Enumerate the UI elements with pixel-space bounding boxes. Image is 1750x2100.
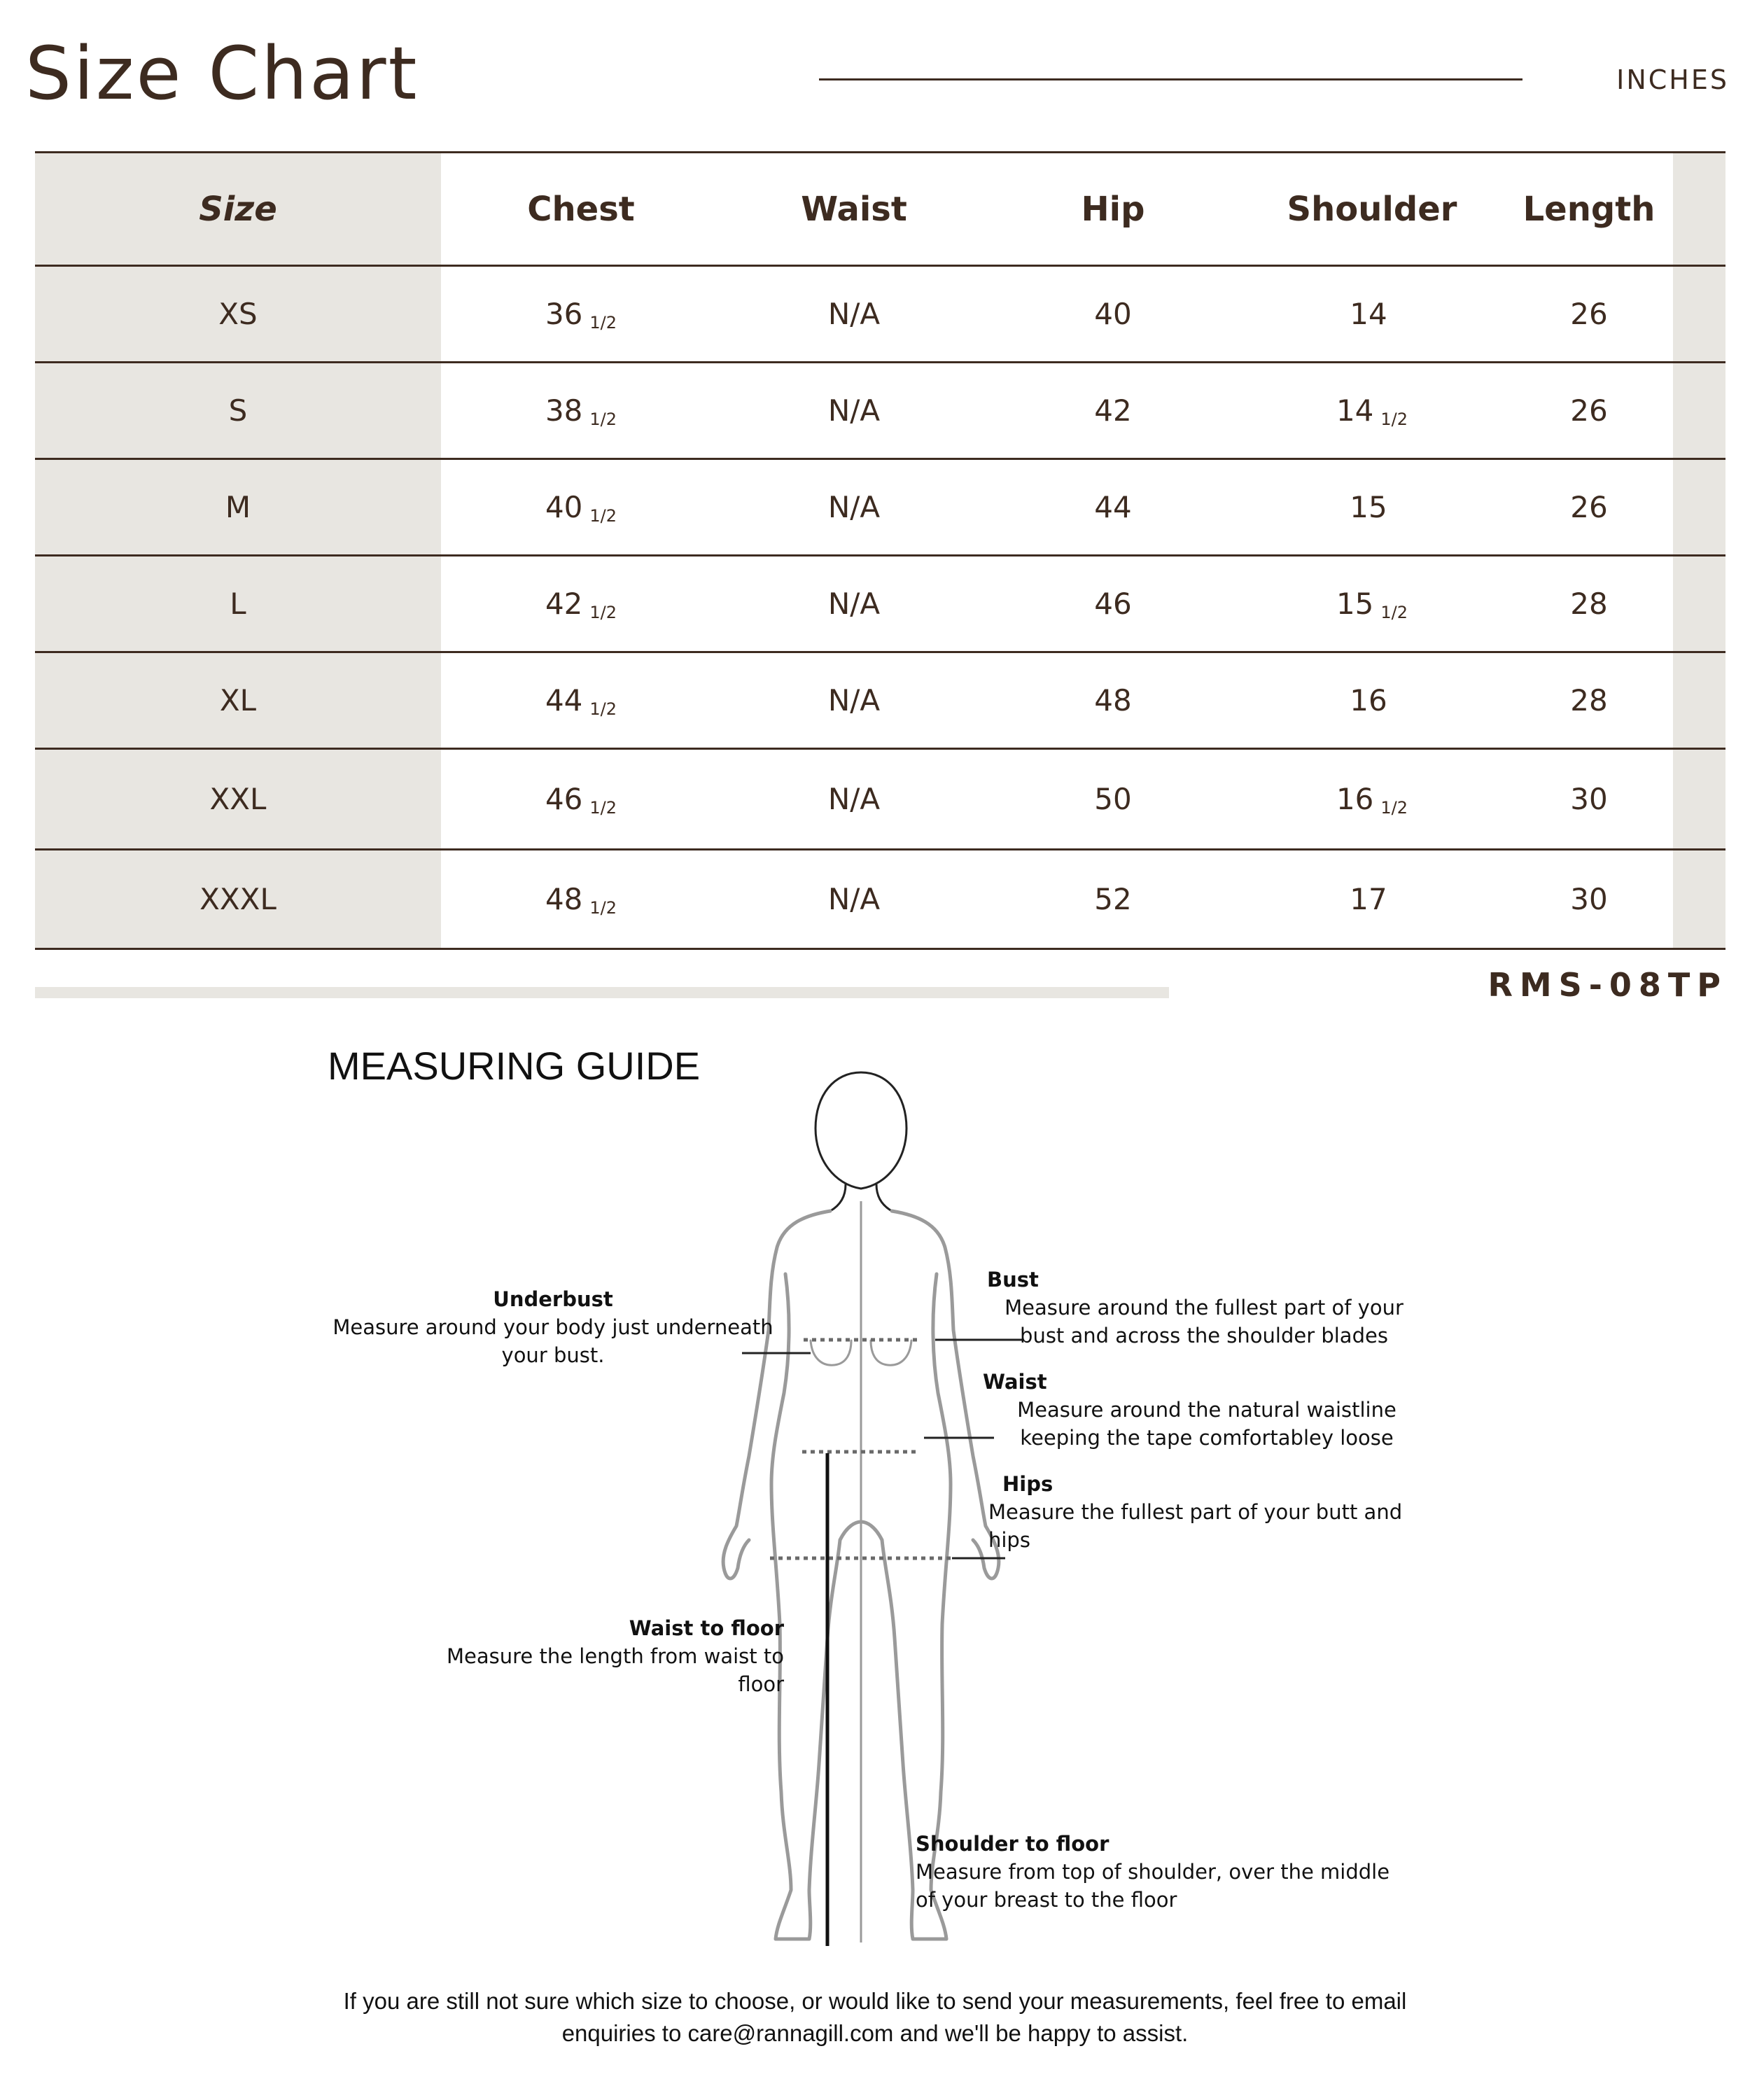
- units-label: INCHES: [1616, 64, 1729, 95]
- chest-value: 42: [545, 587, 583, 621]
- shoulder-cell: [1239, 363, 1505, 458]
- waist-cell: N/A: [827, 297, 881, 331]
- table-row: [35, 651, 1726, 748]
- table-header-row: [35, 151, 1726, 265]
- underbust-text: Measure around your body just underneath your bust.: [332, 1315, 774, 1367]
- chest-value: 48: [545, 882, 583, 916]
- table-row: [35, 848, 1726, 950]
- waist-cell: N/A: [827, 393, 881, 428]
- size-cell: S: [228, 393, 248, 428]
- shoulder-cell: [1239, 460, 1505, 554]
- shoulder-fraction: 1/2: [1380, 797, 1408, 818]
- shoulder-fraction: 1/2: [1380, 602, 1408, 622]
- chest-fraction: 1/2: [589, 505, 617, 526]
- length-cell: 26: [1570, 297, 1608, 331]
- waist-cell: N/A: [827, 490, 881, 524]
- size-cell: XXL: [209, 782, 267, 816]
- header-chest: Chest: [527, 189, 635, 229]
- waist-to-floor-text: Measure the length from waist to floor: [447, 1644, 784, 1696]
- chest-value: 40: [545, 490, 583, 524]
- shoulder-value: 14: [1336, 393, 1374, 428]
- bust-annotation: [987, 1266, 1421, 1350]
- chest-fraction: 1/2: [589, 602, 617, 622]
- shoulder-cell: [1239, 653, 1505, 748]
- shoulder-cell: [1239, 850, 1505, 948]
- hip-cell: 48: [1094, 683, 1132, 718]
- waist-heading: Waist: [983, 1370, 1047, 1394]
- waist-cell: N/A: [827, 587, 881, 621]
- size-cell: L: [230, 587, 246, 621]
- section-divider-bar: [35, 987, 1169, 998]
- shoulder-value: 17: [1350, 882, 1387, 916]
- chest-cell: [441, 460, 721, 554]
- shoulder-to-floor-heading: Shoulder to floor: [916, 1832, 1110, 1856]
- length-cell: 26: [1570, 393, 1608, 428]
- header-shoulder: Shoulder: [1287, 189, 1457, 229]
- chest-cell: [441, 653, 721, 748]
- length-cell: 26: [1570, 490, 1608, 524]
- shoulder-cell: [1239, 750, 1505, 848]
- hip-cell: 50: [1094, 782, 1132, 816]
- shoulder-to-floor-annotation: [916, 1830, 1406, 1914]
- shoulder-value: 15: [1350, 490, 1387, 524]
- waist-to-floor-annotation: [413, 1614, 784, 1698]
- chest-fraction: 1/2: [589, 312, 617, 332]
- size-cell: M: [225, 490, 251, 524]
- shoulder-cell: [1239, 267, 1505, 361]
- bust-text: Measure around the fullest part of your bust and across the shoulder blades: [1004, 1296, 1404, 1348]
- footer-line-1: If you are still not sure which size to choose, or would like to send your measurements, feel free to email: [343, 1988, 1407, 2014]
- table-row: [35, 554, 1726, 651]
- length-cell: 28: [1570, 587, 1608, 621]
- table-row: [35, 361, 1726, 458]
- chest-value: 36: [545, 297, 583, 331]
- chest-fraction: 1/2: [589, 797, 617, 818]
- underbust-heading: Underbust: [493, 1287, 613, 1311]
- chest-value: 38: [545, 393, 583, 428]
- size-cell: XS: [218, 297, 258, 331]
- page-title: Size Chart: [25, 31, 419, 116]
- size-cell: XXXL: [200, 882, 276, 916]
- length-cell: 30: [1570, 782, 1608, 816]
- shoulder-value: 16: [1350, 683, 1387, 718]
- hips-heading: Hips: [1002, 1472, 1054, 1496]
- hips-text: Measure the fullest part of your butt and hips: [988, 1500, 1403, 1552]
- shoulder-value: 15: [1336, 587, 1374, 621]
- waist-cell: N/A: [827, 782, 881, 816]
- table-row: [35, 265, 1726, 361]
- underbust-annotation: [329, 1285, 777, 1369]
- length-cell: 28: [1570, 683, 1608, 718]
- chest-value: 46: [545, 782, 583, 816]
- shoulder-value: 16: [1336, 782, 1374, 816]
- waist-cell: N/A: [827, 882, 881, 916]
- table-row: [35, 748, 1726, 848]
- length-cell: 30: [1570, 882, 1608, 916]
- chest-cell: [441, 267, 721, 361]
- chest-cell: [441, 363, 721, 458]
- shoulder-value: 14: [1350, 297, 1387, 331]
- hips-annotation: [988, 1470, 1436, 1554]
- shoulder-cell: [1239, 556, 1505, 651]
- measuring-guide-title: MEASURING GUIDE: [328, 1044, 701, 1088]
- chest-value: 44: [545, 683, 583, 718]
- table-row: [35, 458, 1726, 554]
- bust-heading: Bust: [987, 1268, 1039, 1292]
- waist-to-floor-heading: Waist to floor: [629, 1616, 784, 1640]
- size-cell: XL: [219, 683, 257, 718]
- shoulder-to-floor-text: Measure from top of shoulder, over the middle of your breast to the floor: [916, 1860, 1390, 1912]
- header-length: Length: [1522, 189, 1656, 229]
- chest-fraction: 1/2: [589, 409, 617, 429]
- waist-text: Measure around the natural waistline keeping the tape comfortabley loose: [1017, 1398, 1396, 1450]
- hip-cell: 40: [1094, 297, 1132, 331]
- chest-cell: [441, 750, 721, 848]
- help-footer: [294, 1985, 1456, 2050]
- footer-line-2: enquiries to care@rannagill.com and we'll be happy to assist.: [561, 2020, 1189, 2046]
- hip-cell: 46: [1094, 587, 1132, 621]
- title-divider: [819, 78, 1522, 80]
- header-size: Size: [199, 189, 277, 229]
- chest-fraction: 1/2: [589, 897, 617, 918]
- hip-cell: 52: [1094, 882, 1132, 916]
- shoulder-fraction: 1/2: [1380, 409, 1408, 429]
- header-waist: Waist: [801, 189, 907, 229]
- product-code: RMS-08TP: [1488, 966, 1728, 1004]
- waist-annotation: [983, 1368, 1431, 1452]
- hip-cell: 42: [1094, 393, 1132, 428]
- header-hip: Hip: [1081, 189, 1145, 229]
- waist-cell: N/A: [827, 683, 881, 718]
- chest-cell: [441, 850, 721, 948]
- hip-cell: 44: [1094, 490, 1132, 524]
- chest-fraction: 1/2: [589, 699, 617, 719]
- chest-cell: [441, 556, 721, 651]
